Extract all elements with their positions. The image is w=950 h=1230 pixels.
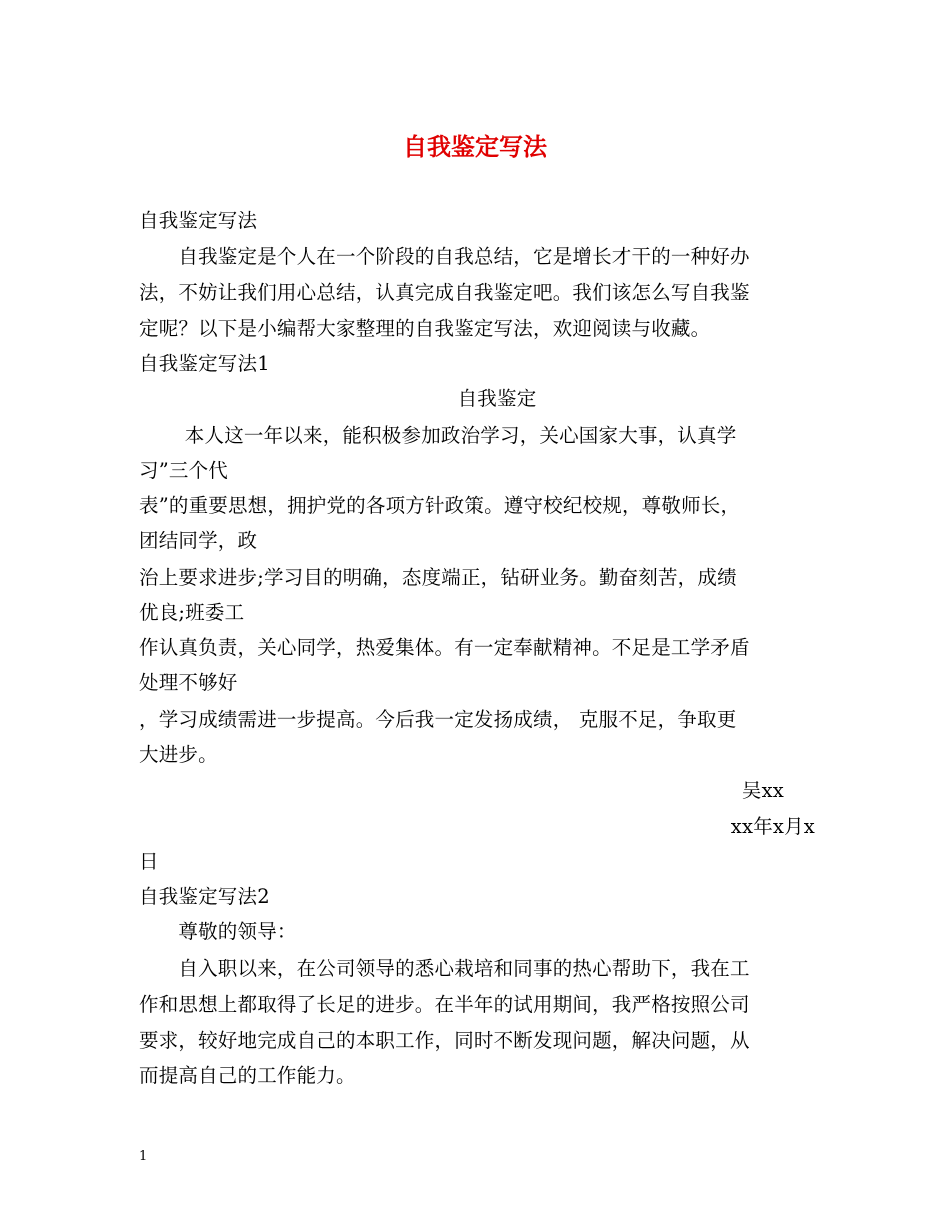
text-line: 要求，较好地完成自己的本职工作，同时不断发现问题，解决问题，从 [139,1029,750,1052]
text-line: 团结同学，政 [139,529,258,552]
text-line: 本人这一年以来，能积极参加政治学习，关心国家大事，认真学 [139,424,737,447]
text-line: 尊敬的领导： [139,920,297,943]
text-line: 自我鉴定写法2 [139,885,270,908]
text-line: 处理不够好 [139,671,238,694]
text-line: 日 [139,850,159,873]
text-line: 而提高自己的工作能力。 [139,1064,356,1087]
text-line: 习”三个代 [139,459,228,482]
text-line: ，学习成绩需进一步提高。今后我一定发扬成绩， 克服不足，争取更 [139,708,737,731]
text-line: 法，不妨让我们用心总结，认真完成自我鉴定吧。我们该怎么写自我鉴 [139,281,750,304]
signature-name: 吴xx [741,779,784,802]
text-line: 自入职以来，在公司领导的悉心栽培和同事的热心帮助下，我在工 [139,957,750,980]
text-line: 治上要求进步;学习目的明确，态度端正，钻研业务。勤奋刻苦，成绩 [139,566,737,589]
text-line: 定呢？以下是小编帮大家整理的自我鉴定写法，欢迎阅读与收藏。 [139,317,711,340]
text-line: 作和思想上都取得了长足的进步。在半年的试用期间，我严格按照公司 [139,993,750,1016]
text-line: 自我鉴定写法1 [139,352,270,375]
document-title: 自我鉴定写法 [403,132,547,161]
text-line: 大进步。 [139,743,218,766]
text-line: 自我鉴定是个人在一个阶段的自我总结，它是增长才干的一种好办 [139,245,750,268]
text-line: 作认真负责，关心同学，热爱集体。有一定奉献精神。不足是工学矛盾 [139,636,750,659]
signature-date: xx年x月x [730,815,815,838]
text-line: 优良;班委工 [139,601,245,624]
text-line: 表”的重要思想，拥护党的各项方针政策。遵守校纪校规，尊敬师长， [139,494,741,517]
section-heading: 自我鉴定 [457,387,537,410]
text-line: 自我鉴定写法 [139,209,258,232]
page-number: 1 [139,1149,148,1164]
